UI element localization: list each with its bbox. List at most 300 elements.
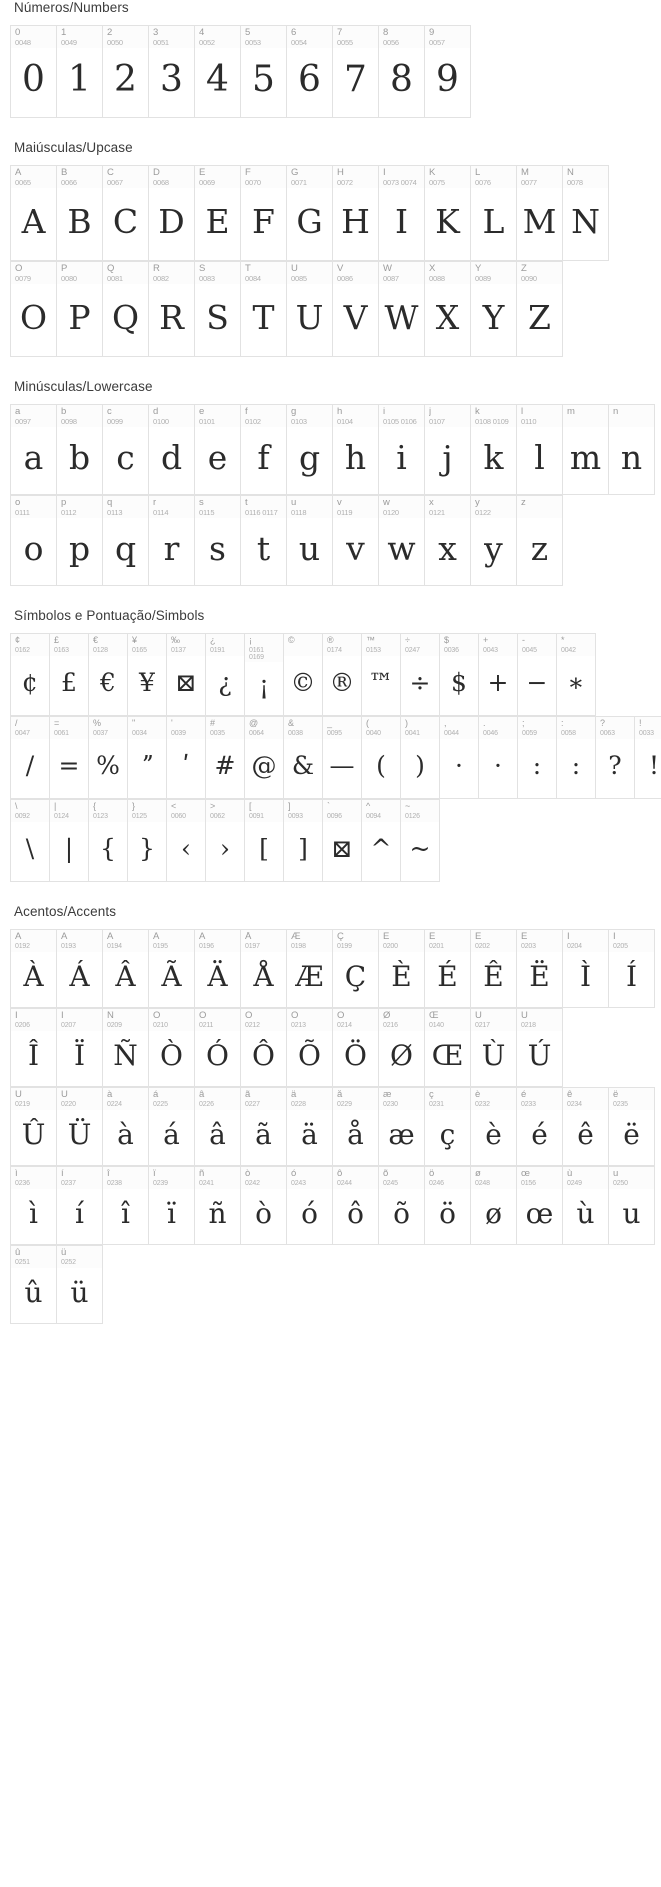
- glyph-cell[interactable]: [517, 1167, 563, 1245]
- glyph-cell[interactable]: [333, 930, 379, 1008]
- glyph-meta: [379, 262, 424, 284]
- glyph-code-label: 0218: [521, 1022, 536, 1029]
- glyph-cell[interactable]: [149, 26, 195, 118]
- glyph-cell[interactable]: [195, 496, 241, 586]
- glyph-cell[interactable]: [471, 1167, 517, 1245]
- glyph-cell[interactable]: [149, 166, 195, 261]
- glyph-meta: [323, 800, 361, 822]
- glyph-cell[interactable]: [425, 1009, 471, 1087]
- glyph-char-label: \: [15, 802, 18, 811]
- glyph-cell[interactable]: [333, 262, 379, 357]
- glyph-char-label: Û: [15, 1090, 22, 1100]
- glyph-cell[interactable]: [57, 1246, 103, 1324]
- glyph-meta: [517, 496, 562, 518]
- glyph-preview: ã: [255, 1117, 272, 1151]
- glyph-cell[interactable]: [11, 1088, 57, 1166]
- glyph-cell[interactable]: [89, 800, 128, 882]
- glyph-preview: ‹: [181, 834, 191, 863]
- glyph-cell[interactable]: [563, 405, 609, 495]
- glyph-cell[interactable]: [57, 1088, 103, 1166]
- glyph-code-label: 0242: [245, 1180, 260, 1187]
- glyph-preview: ~: [409, 834, 431, 863]
- glyph-cell[interactable]: [149, 1167, 195, 1245]
- glyph-code-label: 0075: [429, 178, 445, 187]
- glyph-meta: [379, 1009, 424, 1031]
- glyph-cell[interactable]: [11, 930, 57, 1008]
- glyph-code-label: 0108 0109: [475, 417, 509, 426]
- glyph-cell[interactable]: [57, 166, 103, 261]
- glyph-cell[interactable]: [11, 26, 57, 118]
- glyph-cell[interactable]: [11, 405, 57, 495]
- glyph-code-label: 0059: [522, 730, 537, 737]
- glyph-cell[interactable]: [425, 1167, 471, 1245]
- glyph-cell[interactable]: [333, 1167, 379, 1245]
- glyph-cell[interactable]: [471, 166, 517, 261]
- glyph-cell[interactable]: [206, 800, 245, 882]
- glyph-cell[interactable]: [425, 405, 471, 495]
- glyph-cell[interactable]: [379, 262, 425, 357]
- glyph-code-label: 0249: [567, 1180, 582, 1187]
- glyph-cell[interactable]: [195, 166, 241, 261]
- glyph-cell[interactable]: [333, 1009, 379, 1087]
- glyph-preview: k: [483, 438, 504, 477]
- glyph-cell[interactable]: [50, 634, 89, 716]
- glyph-code-label: 0054: [291, 38, 307, 47]
- glyph-cell[interactable]: [362, 717, 401, 799]
- glyph-cell[interactable]: [479, 717, 518, 799]
- glyph-cell[interactable]: [11, 496, 57, 586]
- glyph-cell[interactable]: [425, 166, 471, 261]
- glyph-cell[interactable]: [287, 166, 333, 261]
- glyph-meta: [241, 1088, 286, 1110]
- glyph-cell[interactable]: [563, 1088, 609, 1166]
- glyph-code-label: 0248: [475, 1180, 490, 1187]
- glyph-cell[interactable]: [103, 26, 149, 118]
- glyph-preview: õ: [393, 1196, 410, 1230]
- glyph-code-label: 0094: [366, 813, 381, 820]
- glyph-meta: [195, 1088, 240, 1110]
- glyph-code-label: 0241: [199, 1180, 214, 1187]
- glyph-char-label: 1: [61, 28, 67, 38]
- glyph-cell[interactable]: [517, 1009, 563, 1087]
- glyph-cell[interactable]: [379, 496, 425, 586]
- glyph-char-label: Õ: [291, 1011, 299, 1021]
- glyph-cell[interactable]: [287, 1167, 333, 1245]
- glyph-cell[interactable]: [206, 634, 245, 716]
- glyph-char-label: ?: [600, 719, 606, 728]
- glyph-cell[interactable]: [11, 1009, 57, 1087]
- glyph-cell[interactable]: [287, 1009, 333, 1087]
- glyph-meta: [103, 166, 148, 188]
- glyph-cell[interactable]: [50, 800, 89, 882]
- glyph-cell[interactable]: [563, 1167, 609, 1245]
- glyph-cell[interactable]: [517, 262, 563, 357]
- glyph-cell[interactable]: [287, 496, 333, 586]
- glyph-cell[interactable]: [241, 166, 287, 261]
- glyph-meta: [11, 1246, 56, 1268]
- glyph-char-label: j: [429, 407, 432, 417]
- glyph-preview: n: [620, 438, 643, 477]
- glyph-meta: [471, 1009, 516, 1031]
- glyph-code-label: 0118: [291, 508, 307, 517]
- glyph-char-label: A: [15, 168, 22, 178]
- glyph-char-label: e: [199, 407, 205, 417]
- glyph-char-label: {: [93, 802, 97, 811]
- glyph-char-label: á: [153, 1090, 159, 1100]
- glyph-meta: [11, 405, 56, 427]
- glyph-cell[interactable]: [241, 1167, 287, 1245]
- glyph-cell[interactable]: [635, 717, 661, 799]
- glyph-cell[interactable]: [149, 930, 195, 1008]
- glyph-code-label: 0119: [337, 508, 353, 517]
- glyph-cell[interactable]: [11, 262, 57, 357]
- glyph-cell[interactable]: [284, 717, 323, 799]
- glyph-cell[interactable]: [57, 1009, 103, 1087]
- glyph-code-label: 0199: [337, 943, 352, 950]
- glyph-cell[interactable]: [89, 634, 128, 716]
- glyph-char-label: ü: [61, 1248, 67, 1258]
- glyph-cell[interactable]: [103, 1167, 149, 1245]
- glyph-cell[interactable]: [195, 930, 241, 1008]
- glyph-cell[interactable]: [149, 1088, 195, 1166]
- glyph-cell[interactable]: [287, 262, 333, 357]
- glyph-meta: [518, 634, 556, 656]
- glyph-cell[interactable]: [425, 930, 471, 1008]
- glyph-cell[interactable]: [379, 405, 425, 495]
- glyph-cell[interactable]: [245, 717, 284, 799]
- glyph-cell[interactable]: [167, 800, 206, 882]
- glyph-meta: [195, 1009, 240, 1031]
- glyph-row: [10, 495, 563, 586]
- glyph-cell[interactable]: [425, 496, 471, 586]
- glyph-cell[interactable]: [57, 1167, 103, 1245]
- glyph-meta: [379, 1167, 424, 1189]
- glyph-char-label: Y: [475, 264, 482, 274]
- glyph-cell[interactable]: [103, 496, 149, 586]
- glyph-code-label: 0048: [15, 38, 31, 47]
- glyph-cell[interactable]: [517, 166, 563, 261]
- glyph-meta: [149, 496, 194, 518]
- glyph-preview: 9: [436, 58, 459, 100]
- glyph-cell[interactable]: [245, 634, 284, 716]
- glyph-cell[interactable]: [333, 1088, 379, 1166]
- glyph-cell[interactable]: [471, 405, 517, 495]
- glyph-cell[interactable]: [609, 1167, 655, 1245]
- glyph-cell[interactable]: [517, 1088, 563, 1166]
- glyph-cell[interactable]: [241, 1009, 287, 1087]
- glyph-meta: [57, 1088, 102, 1110]
- glyph-cell[interactable]: [333, 405, 379, 495]
- glyph-cell[interactable]: [379, 26, 425, 118]
- glyph-cell[interactable]: [11, 166, 57, 261]
- glyph-preview: ): [415, 751, 425, 780]
- glyph-cell[interactable]: [195, 1009, 241, 1087]
- glyph-cell[interactable]: [195, 26, 241, 118]
- glyph-cell[interactable]: [103, 166, 149, 261]
- glyph-code-label: 0072: [337, 178, 353, 187]
- glyph-preview: |: [64, 834, 74, 863]
- glyph-cell[interactable]: [425, 262, 471, 357]
- glyph-meta: [379, 405, 424, 427]
- glyph-cell[interactable]: [206, 717, 245, 799]
- glyph-code-label: 0123: [93, 813, 108, 820]
- glyph-preview: Í: [625, 959, 638, 993]
- glyph-cell[interactable]: [103, 930, 149, 1008]
- glyph-cell[interactable]: [57, 405, 103, 495]
- glyph-code-label: 0050: [107, 38, 123, 47]
- glyph-code-label: 0104: [337, 417, 353, 426]
- glyph-cell[interactable]: [517, 405, 563, 495]
- glyph-cell[interactable]: [241, 1088, 287, 1166]
- glyph-char-label: Æ: [291, 932, 301, 942]
- glyph-cell[interactable]: [596, 717, 635, 799]
- glyph-cell[interactable]: [241, 405, 287, 495]
- glyph-cell[interactable]: [401, 634, 440, 716]
- glyph-code-label: 0098: [61, 417, 77, 426]
- glyph-char-label: œ: [521, 1169, 530, 1179]
- glyph-cell[interactable]: [471, 1088, 517, 1166]
- glyph-char-label: Ö: [337, 1011, 345, 1021]
- glyph-char-label: X: [429, 264, 436, 274]
- glyph-cell[interactable]: [609, 930, 655, 1008]
- glyph-code-label: 0120: [383, 508, 399, 517]
- glyph-meta: [287, 26, 332, 48]
- glyph-cell[interactable]: [149, 1009, 195, 1087]
- glyph-cell[interactable]: [471, 262, 517, 357]
- glyph-cell[interactable]: [333, 166, 379, 261]
- glyph-meta: [11, 1088, 56, 1110]
- glyph-code-label: 0111: [15, 508, 30, 517]
- glyph-code-label: 0128: [93, 647, 108, 654]
- glyph-code-label: 0232: [475, 1101, 490, 1108]
- glyph-cell[interactable]: [479, 634, 518, 716]
- glyph-char-label: i: [383, 407, 386, 417]
- glyph-char-label: z: [521, 498, 526, 508]
- glyph-preview: ä: [301, 1117, 318, 1151]
- glyph-code-label: 0053: [245, 38, 261, 47]
- glyph-char-label: à: [107, 1090, 113, 1100]
- glyph-cell[interactable]: [287, 26, 333, 118]
- glyph-cell[interactable]: [323, 634, 362, 716]
- glyph-char-label: x: [429, 498, 434, 508]
- glyph-cell[interactable]: [57, 930, 103, 1008]
- glyph-cell[interactable]: [471, 1009, 517, 1087]
- glyph-code-label: 0076: [475, 178, 491, 187]
- glyph-preview: j: [442, 438, 453, 477]
- glyph-meta: [11, 26, 56, 48]
- glyph-char-label: I: [383, 168, 386, 178]
- glyph-cell[interactable]: [11, 1167, 57, 1245]
- glyph-preview: a: [23, 438, 44, 477]
- glyph-code-label: 0225: [153, 1101, 168, 1108]
- glyph-char-label: ê: [567, 1090, 573, 1100]
- glyph-cell[interactable]: [379, 1167, 425, 1245]
- glyph-cell[interactable]: [323, 717, 362, 799]
- glyph-cell[interactable]: [609, 1088, 655, 1166]
- glyph-code-label: 0210: [153, 1022, 168, 1029]
- glyph-cell[interactable]: [284, 634, 323, 716]
- glyph-preview: Â: [115, 959, 136, 993]
- glyph-meta: [195, 405, 240, 427]
- glyph-cell[interactable]: [103, 1009, 149, 1087]
- glyph-char-label: ÷: [405, 636, 410, 645]
- glyph-cell[interactable]: [401, 800, 440, 882]
- glyph-cell[interactable]: [241, 930, 287, 1008]
- glyph-code-label: 0042: [561, 647, 576, 654]
- glyph-cell[interactable]: [401, 717, 440, 799]
- glyph-char-label: +: [483, 636, 489, 645]
- glyph-code-label: 0234: [567, 1101, 582, 1108]
- glyph-cell[interactable]: [149, 262, 195, 357]
- glyph-cell[interactable]: [609, 405, 655, 495]
- glyph-cell[interactable]: [284, 800, 323, 882]
- glyph-cell[interactable]: [195, 262, 241, 357]
- glyph-cell[interactable]: [518, 634, 557, 716]
- glyph-cell[interactable]: [440, 717, 479, 799]
- glyph-preview: {: [100, 834, 116, 863]
- glyph-preview: œ: [525, 1196, 554, 1230]
- glyph-cell[interactable]: [11, 717, 50, 799]
- glyph-preview: 0: [22, 58, 45, 100]
- glyph-code-label: 0196: [199, 943, 214, 950]
- glyph-cell[interactable]: [287, 1088, 333, 1166]
- glyph-cell[interactable]: [241, 496, 287, 586]
- glyph-code-label: 0229: [337, 1101, 352, 1108]
- glyph-cell[interactable]: [379, 1088, 425, 1166]
- glyph-code-label: 0064: [249, 730, 264, 737]
- glyph-cell[interactable]: [563, 930, 609, 1008]
- glyph-cell[interactable]: [11, 1246, 57, 1324]
- glyph-char-label: ': [171, 719, 173, 728]
- glyph-cell[interactable]: [167, 717, 206, 799]
- glyph-cell[interactable]: [333, 26, 379, 118]
- glyph-meta: [89, 800, 127, 822]
- glyph-cell[interactable]: [362, 634, 401, 716]
- glyph-cell[interactable]: [128, 634, 167, 716]
- glyph-preview: Ù: [481, 1038, 506, 1072]
- glyph-code-label: 0213: [291, 1022, 306, 1029]
- glyph-meta: [149, 1088, 194, 1110]
- glyph-cell[interactable]: [287, 930, 333, 1008]
- glyph-cell[interactable]: [103, 262, 149, 357]
- glyph-cell[interactable]: [57, 26, 103, 118]
- glyph-code-label: 0097: [15, 417, 31, 426]
- glyph-cell[interactable]: [195, 1088, 241, 1166]
- glyph-cell[interactable]: [557, 634, 596, 716]
- glyph-cell[interactable]: [241, 262, 287, 357]
- glyph-meta: [128, 800, 166, 822]
- glyph-code-label: 0051: [153, 38, 169, 47]
- glyph-cell[interactable]: [57, 262, 103, 357]
- glyph-cell[interactable]: [440, 634, 479, 716]
- glyph-preview: ó: [301, 1196, 318, 1230]
- glyph-char-label: Ì: [567, 932, 570, 942]
- glyph-char-label: L: [475, 168, 481, 178]
- glyph-char-label: ã: [245, 1090, 251, 1100]
- glyph-cell[interactable]: [333, 496, 379, 586]
- glyph-preview: w: [387, 529, 416, 568]
- glyph-meta: [241, 1009, 286, 1031]
- glyph-code-label: 0045: [522, 647, 537, 654]
- glyph-cell[interactable]: [89, 717, 128, 799]
- glyph-cell[interactable]: [379, 1009, 425, 1087]
- glyph-char-label: õ: [383, 1169, 389, 1179]
- glyph-cell[interactable]: [103, 1088, 149, 1166]
- glyph-cell[interactable]: [323, 800, 362, 882]
- glyph-cell[interactable]: [149, 496, 195, 586]
- glyph-code-label: 0239: [153, 1180, 168, 1187]
- glyph-meta: [471, 166, 516, 188]
- glyph-char-label: b: [61, 407, 67, 417]
- glyph-preview: Œ: [431, 1038, 464, 1072]
- glyph-meta: [471, 1167, 516, 1189]
- glyph-meta: [425, 496, 470, 518]
- glyph-cell[interactable]: [50, 717, 89, 799]
- glyph-char-label: ;: [522, 719, 525, 728]
- glyph-cell[interactable]: [563, 166, 609, 261]
- glyph-meta: [517, 1167, 562, 1189]
- glyph-code-label: 0115: [199, 508, 215, 517]
- glyph-cell[interactable]: [128, 800, 167, 882]
- glyph-cell[interactable]: [11, 800, 50, 882]
- glyph-preview: U: [295, 297, 324, 337]
- glyph-preview: ü: [70, 1275, 89, 1309]
- glyph-cell[interactable]: [471, 496, 517, 586]
- glyph-code-label: 0137: [171, 647, 186, 654]
- glyph-cell[interactable]: [517, 496, 563, 586]
- glyph-preview: 8: [390, 58, 413, 100]
- glyph-meta: [50, 800, 88, 822]
- glyph-preview: 1: [68, 58, 91, 100]
- glyph-cell[interactable]: [103, 405, 149, 495]
- glyph-cell[interactable]: [557, 717, 596, 799]
- glyph-cell[interactable]: [167, 634, 206, 716]
- glyph-preview: Ç: [344, 959, 367, 993]
- glyph-cell[interactable]: [362, 800, 401, 882]
- glyph-cell[interactable]: [379, 930, 425, 1008]
- glyph-cell[interactable]: [195, 405, 241, 495]
- glyph-cell[interactable]: [11, 634, 50, 716]
- glyph-cell[interactable]: [241, 26, 287, 118]
- glyph-cell[interactable]: [379, 166, 425, 261]
- glyph-cell[interactable]: [128, 717, 167, 799]
- glyph-cell[interactable]: [195, 1167, 241, 1245]
- glyph-code-label: 0163: [54, 647, 69, 654]
- glyph-cell[interactable]: [471, 930, 517, 1008]
- glyph-cell[interactable]: [245, 800, 284, 882]
- glyph-cell[interactable]: [287, 405, 333, 495]
- glyph-preview: y: [484, 529, 503, 568]
- glyph-meta: [333, 1009, 378, 1031]
- glyph-code-label: 0230: [383, 1101, 398, 1108]
- glyph-cell[interactable]: [425, 1088, 471, 1166]
- glyph-preview: 5: [252, 58, 275, 100]
- glyph-meta: [333, 1167, 378, 1189]
- glyph-preview: %: [96, 751, 120, 780]
- glyph-meta: [362, 634, 400, 656]
- glyph-cell[interactable]: [518, 717, 557, 799]
- glyph-cell[interactable]: [57, 496, 103, 586]
- glyph-cell[interactable]: [425, 26, 471, 118]
- glyph-code-label: 0250: [613, 1180, 628, 1187]
- glyph-code-label: 0237: [61, 1180, 76, 1187]
- glyph-preview: G: [296, 201, 323, 241]
- section-title: Números/Numbers: [14, 0, 129, 15]
- glyph-cell[interactable]: [149, 405, 195, 495]
- glyph-preview: X: [435, 297, 460, 337]
- glyph-preview: L: [482, 201, 505, 241]
- glyph-cell[interactable]: [517, 930, 563, 1008]
